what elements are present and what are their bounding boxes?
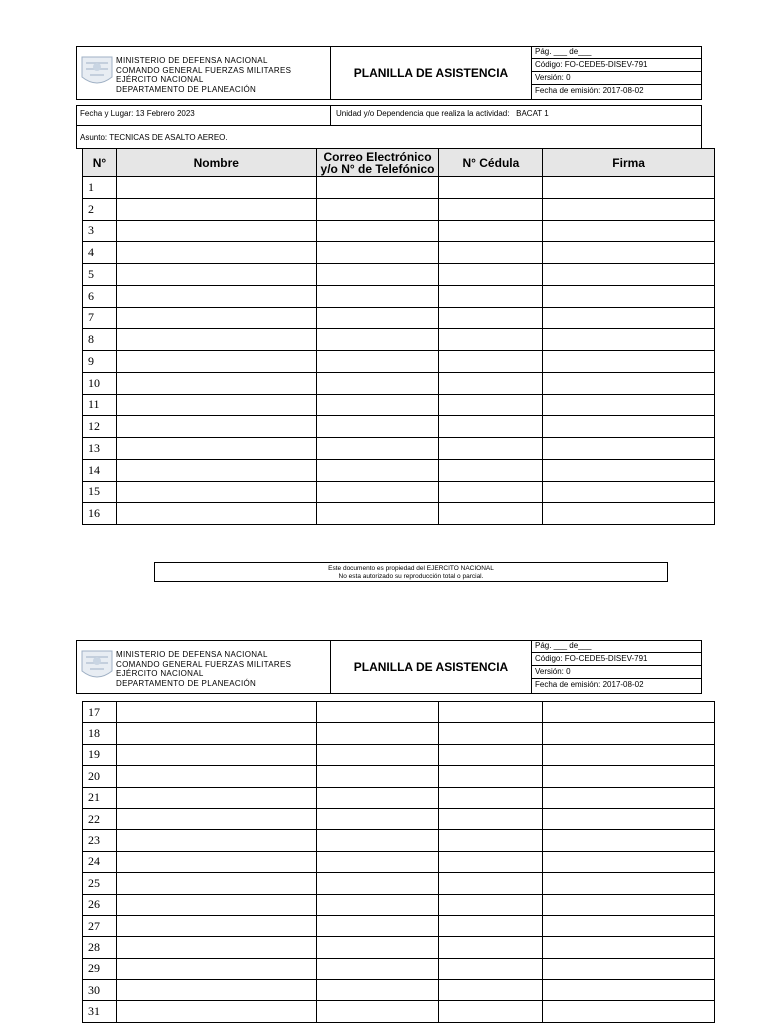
cedula-cell[interactable]: [439, 894, 543, 915]
table-row: [83, 351, 715, 373]
cedula-cell[interactable]: [439, 285, 543, 307]
org-line-2: COMANDO GENERAL FUERZAS MILITARES: [116, 65, 292, 75]
org-line-1: MINISTERIO DE DEFENSA NACIONAL: [116, 56, 268, 65]
firma-cell[interactable]: [543, 285, 715, 307]
form-title: PLANILLA DE ASISTENCIA: [353, 66, 509, 80]
row-number: 1: [83, 177, 117, 199]
row-number: 3: [83, 220, 117, 242]
table-row: [83, 394, 715, 416]
firma-cell[interactable]: [543, 481, 715, 503]
table-row: [83, 372, 715, 394]
col-correo-line-1: Correo Electrónico: [323, 149, 432, 164]
firma-cell[interactable]: [543, 394, 715, 416]
meta-page: Pág. ___ de___: [531, 640, 702, 653]
row-number: 29: [83, 958, 117, 979]
row-number: 22: [83, 808, 117, 829]
nombre-cell[interactable]: [116, 894, 316, 915]
row-number: 11: [83, 394, 117, 416]
row-number: 17: [83, 702, 117, 723]
meta-code: Código: FO-CEDE5-DISEV-791: [531, 59, 702, 72]
firma-cell[interactable]: [543, 744, 715, 765]
nombre-cell[interactable]: [116, 264, 316, 286]
table-row: [83, 894, 715, 915]
cedula-cell[interactable]: [439, 766, 543, 787]
row-number: 26: [83, 894, 117, 915]
table-row: [83, 438, 715, 460]
table-row: [83, 329, 715, 351]
correo-cell[interactable]: [316, 372, 439, 394]
nombre-cell[interactable]: [116, 416, 316, 438]
correo-cell[interactable]: [316, 307, 439, 329]
row-number: 25: [83, 873, 117, 894]
firma-cell[interactable]: [543, 958, 715, 979]
nombre-cell[interactable]: [116, 438, 316, 460]
correo-cell[interactable]: [316, 285, 439, 307]
nombre-cell[interactable]: [116, 830, 316, 851]
correo-cell[interactable]: [316, 766, 439, 787]
cedula-cell[interactable]: [439, 438, 543, 460]
cedula-cell[interactable]: [439, 220, 543, 242]
table-row: [83, 958, 715, 979]
correo-cell[interactable]: [316, 198, 439, 220]
correo-cell[interactable]: [316, 744, 439, 765]
row-number: 12: [83, 416, 117, 438]
correo-cell[interactable]: [316, 851, 439, 872]
form-title-2: PLANILLA DE ASISTENCIA: [353, 660, 509, 674]
row-number: 7: [83, 307, 117, 329]
row-number: 24: [83, 851, 117, 872]
table-row: [83, 937, 715, 958]
cedula-cell[interactable]: [439, 1001, 543, 1022]
firma-cell[interactable]: [543, 242, 715, 264]
army-shield-icon: [80, 53, 114, 91]
correo-cell[interactable]: [316, 1001, 439, 1022]
organization-block-2: [116, 650, 291, 688]
row-number: 15: [83, 481, 117, 503]
row-number: 20: [83, 766, 117, 787]
correo-cell[interactable]: [316, 416, 439, 438]
table-row: [83, 787, 715, 808]
correo-cell[interactable]: [316, 481, 439, 503]
nombre-cell[interactable]: [116, 177, 316, 199]
form-meta-2: [531, 640, 702, 693]
table-header-row: [83, 149, 715, 177]
cedula-cell[interactable]: [439, 830, 543, 851]
org-line-1: MINISTERIO DE DEFENSA NACIONAL: [116, 650, 268, 659]
table-row: [83, 198, 715, 220]
firma-cell[interactable]: [543, 723, 715, 744]
row-number: 19: [83, 744, 117, 765]
table-row: [83, 915, 715, 936]
correo-cell[interactable]: [316, 723, 439, 744]
unidad-dependencia: Unidad y/o Dependencia que realiza la actividad: BACAT 1: [336, 109, 549, 118]
asunto: Asunto: TECNICAS DE ASALTO AEREO.: [80, 133, 228, 142]
cedula-cell[interactable]: [439, 372, 543, 394]
attendance-table-page-1: [82, 148, 715, 525]
nombre-cell[interactable]: [116, 285, 316, 307]
nombre-cell[interactable]: [116, 329, 316, 351]
correo-cell[interactable]: [316, 459, 439, 481]
table-row: [83, 220, 715, 242]
nombre-cell[interactable]: [116, 787, 316, 808]
correo-cell[interactable]: [316, 177, 439, 199]
table-row: [83, 416, 715, 438]
correo-cell[interactable]: [316, 220, 439, 242]
nombre-cell[interactable]: [116, 459, 316, 481]
col-firma: Firma: [543, 149, 715, 177]
meta-date: Fecha de emisión: 2017-08-02: [535, 86, 644, 95]
row-number: 13: [83, 438, 117, 460]
fecha-lugar: Fecha y Lugar: 13 Febrero 2023: [80, 109, 195, 118]
nombre-cell[interactable]: [116, 242, 316, 264]
form-meta: [531, 46, 702, 99]
cedula-cell[interactable]: [439, 980, 543, 1001]
firma-cell[interactable]: [543, 830, 715, 851]
col-correo-line-2: y/o N° de Telefónico: [320, 161, 435, 176]
correo-cell[interactable]: [316, 438, 439, 460]
correo-cell[interactable]: [316, 873, 439, 894]
row-number: 6: [83, 285, 117, 307]
cedula-cell[interactable]: [439, 873, 543, 894]
correo-cell[interactable]: [316, 937, 439, 958]
firma-cell[interactable]: [543, 198, 715, 220]
table-row: [83, 242, 715, 264]
nombre-cell[interactable]: [116, 220, 316, 242]
correo-cell[interactable]: [316, 394, 439, 416]
firma-cell[interactable]: [543, 351, 715, 373]
org-line-4: DEPARTAMENTO DE PLANEACIÓN: [116, 84, 257, 94]
table-row: [83, 830, 715, 851]
nombre-cell[interactable]: [116, 915, 316, 936]
firma-cell[interactable]: [543, 937, 715, 958]
nombre-cell[interactable]: [116, 351, 316, 373]
row-number: 27: [83, 915, 117, 936]
cedula-cell[interactable]: [439, 307, 543, 329]
correo-cell[interactable]: [316, 894, 439, 915]
table-row: [83, 285, 715, 307]
nombre-cell[interactable]: [116, 1001, 316, 1022]
cedula-cell[interactable]: [439, 915, 543, 936]
table-row: [83, 177, 715, 199]
table-row: [83, 481, 715, 503]
firma-cell[interactable]: [543, 787, 715, 808]
firma-cell[interactable]: [543, 177, 715, 199]
correo-cell[interactable]: [316, 351, 439, 373]
nombre-cell[interactable]: [116, 198, 316, 220]
nombre-cell[interactable]: [116, 307, 316, 329]
row-number: 4: [83, 242, 117, 264]
nombre-cell[interactable]: [116, 980, 316, 1001]
cedula-cell[interactable]: [439, 851, 543, 872]
correo-cell[interactable]: [316, 958, 439, 979]
correo-cell[interactable]: [316, 808, 439, 829]
firma-cell[interactable]: [543, 307, 715, 329]
correo-cell[interactable]: [316, 787, 439, 808]
org-line-3: EJÉRCITO NACIONAL: [116, 669, 204, 678]
table-row: [83, 766, 715, 787]
firma-cell[interactable]: [543, 459, 715, 481]
firma-cell[interactable]: [543, 329, 715, 351]
organization-block: [116, 56, 291, 94]
firma-cell[interactable]: [543, 894, 715, 915]
nombre-cell[interactable]: [116, 851, 316, 872]
table-row: [83, 1001, 715, 1022]
firma-cell[interactable]: [543, 1001, 715, 1022]
cedula-cell[interactable]: [439, 416, 543, 438]
correo-cell[interactable]: [316, 702, 439, 723]
col-correo: [316, 149, 439, 177]
meta-code: Código: FO-CEDE5-DISEV-791: [531, 653, 702, 666]
firma-cell[interactable]: [543, 416, 715, 438]
table-row: [83, 723, 715, 744]
nombre-cell[interactable]: [116, 873, 316, 894]
cedula-cell[interactable]: [439, 242, 543, 264]
army-shield-icon: [80, 647, 114, 685]
table-row: [83, 980, 715, 1001]
table-row: [83, 264, 715, 286]
meta-version: Versión: 0: [531, 72, 702, 85]
table-row: [83, 808, 715, 829]
nombre-cell[interactable]: [116, 702, 316, 723]
cedula-cell[interactable]: [439, 481, 543, 503]
correo-cell[interactable]: [316, 264, 439, 286]
cedula-cell[interactable]: [439, 351, 543, 373]
org-line-3: EJÉRCITO NACIONAL: [116, 75, 204, 84]
table-row: [83, 744, 715, 765]
firma-cell[interactable]: [543, 372, 715, 394]
ownership-line-2: No esta autorizado su reproducción total o parcial.: [338, 573, 484, 580]
cedula-cell[interactable]: [439, 459, 543, 481]
cedula-cell[interactable]: [439, 937, 543, 958]
correo-cell[interactable]: [316, 503, 439, 525]
nombre-cell[interactable]: [116, 503, 316, 525]
meta-version: Versión: 0: [531, 666, 702, 679]
cedula-cell[interactable]: [439, 503, 543, 525]
table-row: [83, 873, 715, 894]
correo-cell[interactable]: [316, 329, 439, 351]
firma-cell[interactable]: [543, 873, 715, 894]
attendance-table-page-2: [82, 701, 715, 1023]
firma-cell[interactable]: [543, 808, 715, 829]
table-row: [83, 459, 715, 481]
row-number: 18: [83, 723, 117, 744]
firma-cell[interactable]: [543, 915, 715, 936]
table-row: [83, 503, 715, 525]
nombre-cell[interactable]: [116, 808, 316, 829]
firma-cell[interactable]: [543, 503, 715, 525]
cedula-cell[interactable]: [439, 394, 543, 416]
meta-page: Pág. ___ de___: [531, 46, 702, 59]
firma-cell[interactable]: [543, 702, 715, 723]
org-line-4: DEPARTAMENTO DE PLANEACIÓN: [116, 678, 257, 688]
row-number: 30: [83, 980, 117, 1001]
row-number: 2: [83, 198, 117, 220]
ownership-line-1: Este documento es propiedad del EJERCITO NACIONAL: [328, 565, 494, 572]
cedula-cell[interactable]: [439, 808, 543, 829]
ownership-note: [154, 562, 668, 582]
row-number: 8: [83, 329, 117, 351]
firma-cell[interactable]: [543, 980, 715, 1001]
nombre-cell[interactable]: [116, 723, 316, 744]
cedula-cell[interactable]: [439, 329, 543, 351]
nombre-cell[interactable]: [116, 958, 316, 979]
nombre-cell[interactable]: [116, 744, 316, 765]
row-number: 14: [83, 459, 117, 481]
row-number: 23: [83, 830, 117, 851]
table-row: [83, 851, 715, 872]
meta-date: Fecha de emisión: 2017-08-02: [535, 680, 644, 689]
cedula-cell[interactable]: [439, 723, 543, 744]
table-row: [83, 307, 715, 329]
row-number: 21: [83, 787, 117, 808]
row-number: 31: [83, 1001, 117, 1022]
nombre-cell[interactable]: [116, 937, 316, 958]
cedula-cell[interactable]: [439, 264, 543, 286]
row-number: 16: [83, 503, 117, 525]
firma-cell[interactable]: [543, 438, 715, 460]
row-number: 9: [83, 351, 117, 373]
correo-cell[interactable]: [316, 980, 439, 1001]
row-number: 5: [83, 264, 117, 286]
nombre-cell[interactable]: [116, 372, 316, 394]
firma-cell[interactable]: [543, 766, 715, 787]
nombre-cell[interactable]: [116, 481, 316, 503]
correo-cell[interactable]: [316, 242, 439, 264]
row-number: 28: [83, 937, 117, 958]
cedula-cell[interactable]: [439, 787, 543, 808]
table-row: [83, 702, 715, 723]
correo-cell[interactable]: [316, 915, 439, 936]
cedula-cell[interactable]: [439, 177, 543, 199]
cedula-cell[interactable]: [439, 744, 543, 765]
correo-cell[interactable]: [316, 830, 439, 851]
org-line-2: COMANDO GENERAL FUERZAS MILITARES: [116, 659, 292, 669]
col-cedula: N° Cédula: [439, 149, 543, 177]
nombre-cell[interactable]: [116, 766, 316, 787]
cedula-cell[interactable]: [439, 958, 543, 979]
col-number: N°: [83, 149, 117, 177]
col-nombre: Nombre: [116, 149, 316, 177]
firma-cell[interactable]: [543, 851, 715, 872]
cedula-cell[interactable]: [439, 198, 543, 220]
nombre-cell[interactable]: [116, 394, 316, 416]
firma-cell[interactable]: [543, 220, 715, 242]
row-number: 10: [83, 372, 117, 394]
firma-cell[interactable]: [543, 264, 715, 286]
cedula-cell[interactable]: [439, 702, 543, 723]
